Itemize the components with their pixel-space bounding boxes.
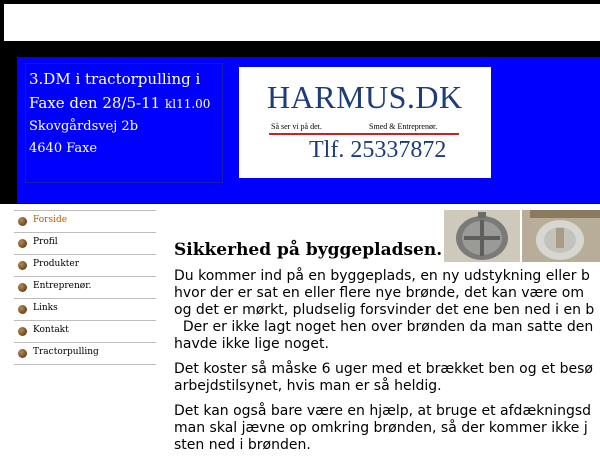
nav-item-profil[interactable]	[14, 233, 156, 255]
text-line: Det koster så måske 6 uger med et brækket ben og et besø	[174, 361, 593, 377]
nav-item-kontakt[interactable]	[14, 321, 156, 343]
nav-item-links[interactable]	[14, 299, 156, 321]
article-paragraph-3	[174, 403, 600, 454]
text-line: man skal jævne op omkring brønden, så der kommer ikke j	[174, 420, 588, 436]
text-line: havde ikke lige noget.	[174, 336, 329, 352]
address-street: Skovgårdsvej 2b	[29, 119, 139, 134]
nav-label: Produkter	[33, 259, 80, 269]
text-line: og det er mørkt, pludselig forsvinder det ene ben ned i en b	[174, 302, 595, 318]
nav-item-forside[interactable]	[14, 210, 156, 233]
nav-label: Tractorpulling	[33, 347, 99, 357]
event-address-box	[25, 63, 223, 183]
nav-label: Links	[33, 303, 58, 313]
bullet-icon	[18, 349, 27, 358]
bullet-icon	[18, 261, 27, 270]
sidebar-nav	[14, 210, 156, 365]
text-line: hvor der er sat en eller flere nye brønde, det kan være om	[174, 285, 585, 301]
bullet-icon	[18, 305, 27, 314]
top-bar	[0, 0, 600, 42]
nav-item-tractorpulling[interactable]	[14, 343, 156, 365]
address-city: 4640 Faxe	[29, 141, 98, 156]
event-date	[29, 91, 222, 116]
nav-label: Kontakt	[33, 325, 69, 335]
bullet-icon	[18, 217, 27, 226]
article-paragraph-2	[174, 361, 600, 395]
article	[174, 240, 600, 462]
text-line: Der er ikke lagt noget hen over brønden da man satte den	[174, 319, 594, 335]
event-title: 3.DM i tractorpulling i	[29, 70, 201, 88]
bullet-icon	[18, 283, 27, 292]
bullet-icon	[18, 327, 27, 336]
text-line: Du kommer ind på en byggeplads, en ny udstykning eller b	[174, 268, 590, 284]
top-strip	[4, 4, 600, 41]
text-line: Det kan også bare være en hjælp, at bruge et afdækningsd	[174, 403, 592, 419]
article-paragraph-1	[174, 268, 600, 353]
page-header	[0, 42, 600, 204]
bullet-icon	[18, 239, 27, 248]
sponsor-phone: Tlf. 25337872	[309, 137, 447, 163]
sponsor-tagline: Så ser vi på det.	[271, 122, 322, 131]
nav-item-entreprenor[interactable]	[14, 277, 156, 299]
sponsor-logo: HARMUS.DK	[267, 79, 463, 115]
text-line: arbejdstilsynet, hvis man er så heldig.	[174, 378, 442, 394]
sponsor-trade: Smed & Entreprenør.	[369, 122, 438, 131]
nav-label: Profil	[33, 237, 58, 247]
event-date-text: Faxe den 28/5-11	[29, 94, 161, 112]
sponsor-divider	[269, 133, 459, 135]
event-time: kl11.00	[164, 97, 211, 111]
sponsor-ad[interactable]	[239, 67, 491, 178]
nav-item-produkter[interactable]	[14, 255, 156, 277]
article-title: Sikkerhed på byggepladsen.	[174, 240, 443, 260]
text-line: sten ned i brønden.	[174, 437, 311, 453]
header-banner	[17, 57, 600, 203]
nav-label: Entreprenør.	[33, 281, 92, 291]
nav-label: Forside	[33, 215, 68, 225]
